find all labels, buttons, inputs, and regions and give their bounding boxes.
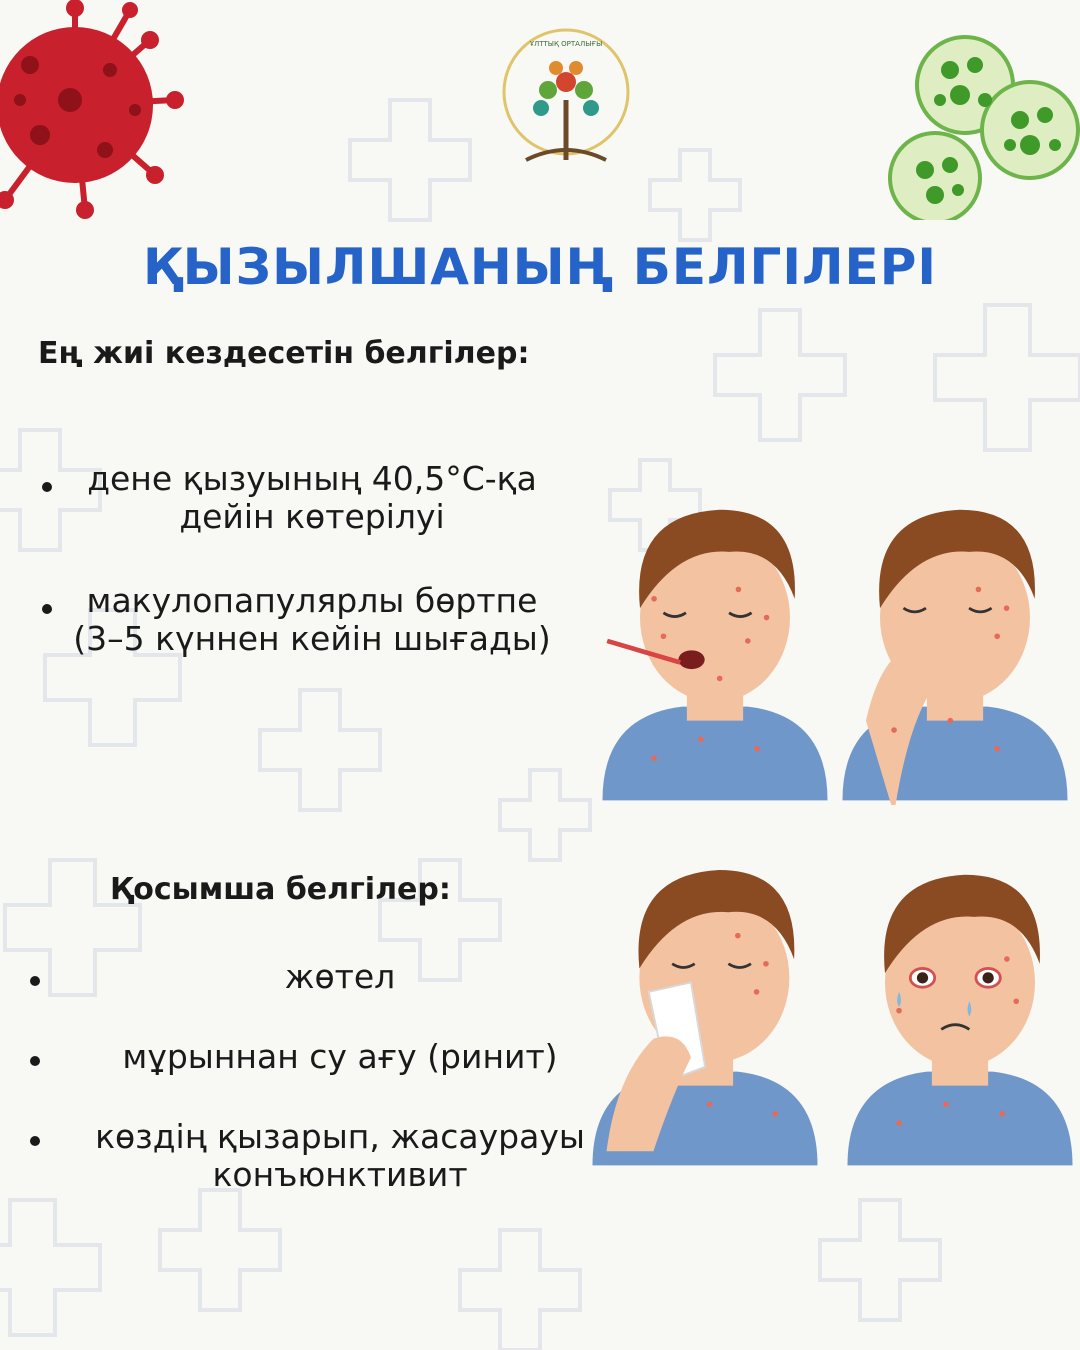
- list-item: [42, 582, 572, 658]
- bullet-icon: [30, 1136, 40, 1146]
- bullet-icon: [30, 1056, 40, 1066]
- list-item-line: дене қызуының 40,5°С-қа: [87, 459, 537, 498]
- boy-with-fever-illustration: [590, 505, 840, 805]
- boy-coughing-illustration: [830, 505, 1080, 805]
- common-symptoms-heading: Ең жиі кездесетін белгілер:: [38, 336, 530, 371]
- list-item: [30, 1038, 640, 1076]
- bullet-icon: [42, 482, 52, 492]
- list-item-line: көздің қызарып, жасаурауы: [95, 1117, 585, 1156]
- logo-tree-icon: [496, 20, 636, 172]
- list-item-line: конъюнктивит: [212, 1155, 468, 1194]
- green-cells-icon: [880, 20, 1080, 220]
- list-item: [30, 1118, 640, 1194]
- extra-symptoms-heading: Қосымша белгілер:: [110, 872, 451, 907]
- list-item: [30, 958, 640, 996]
- page-title: ҚЫЗЫЛШАНЫҢ БЕЛГІЛЕРІ: [143, 238, 937, 296]
- list-item-line: дейін көтерілуі: [179, 497, 445, 536]
- list-item-line: макулопапулярлы бөртпе: [86, 581, 538, 620]
- boy-runny-nose-illustration: [580, 870, 830, 1170]
- svg-text:ҰЛТТЫҚ ОРТАЛЫҒЫ: ҰЛТТЫҚ ОРТАЛЫҒЫ: [529, 40, 603, 48]
- bullet-icon: [42, 604, 52, 614]
- list-item-line: жөтел: [284, 957, 396, 996]
- list-item-line: мұрыннан су ағу (ринит): [122, 1037, 558, 1076]
- list-item: [42, 460, 572, 536]
- bullet-icon: [30, 976, 40, 986]
- boy-conjunctivitis-illustration: [835, 870, 1080, 1170]
- list-item-line: (3–5 күннен кейін шығады): [73, 619, 551, 658]
- virus-icon: [0, 0, 190, 225]
